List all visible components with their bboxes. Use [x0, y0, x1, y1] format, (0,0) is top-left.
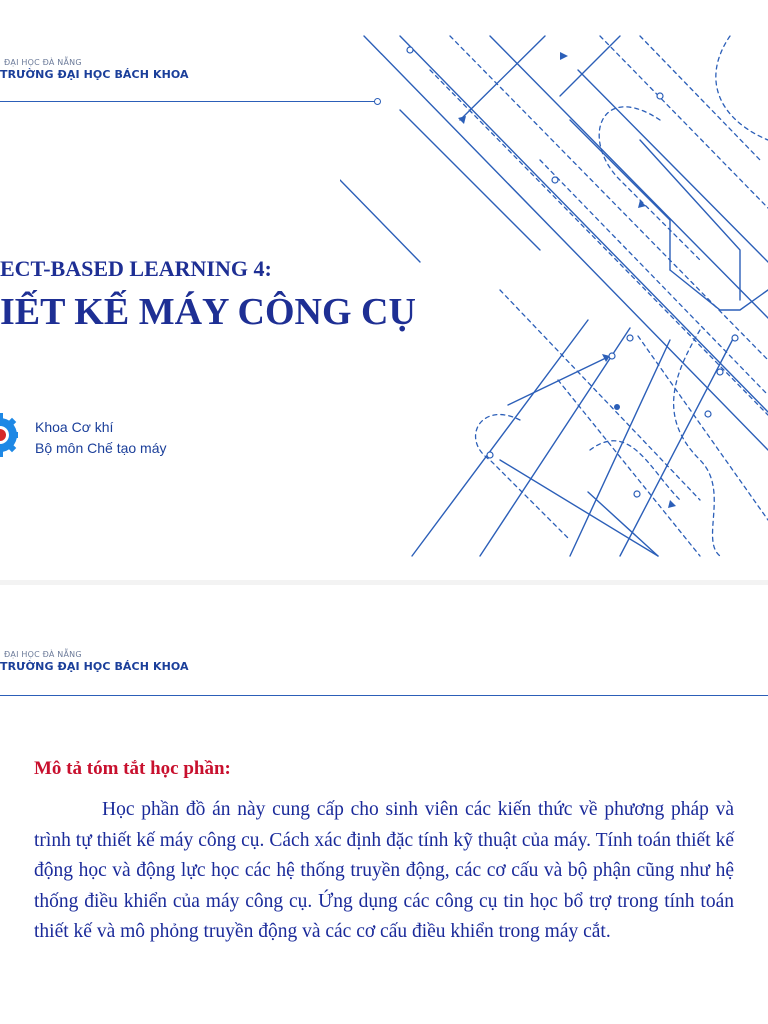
section-heading: Mô tả tóm tắt học phần:	[34, 758, 231, 779]
university-header	[0, 58, 189, 81]
header-rule	[0, 101, 376, 102]
course-subtitle: ECT-BASED LEARNING 4:	[0, 256, 272, 281]
description-slide	[0, 585, 768, 1024]
parent-organization: ĐẠI HỌC ĐÀ NẴNG	[4, 58, 82, 67]
university-name: TRƯỜNG ĐẠI HỌC BÁCH KHOA	[0, 660, 189, 673]
university-header	[0, 650, 189, 673]
gear-icon	[0, 405, 22, 465]
header-rule	[0, 695, 768, 696]
division-name: Bộ môn Chế tạo máy	[35, 440, 167, 456]
course-title: IẾT KẾ MÁY CÔNG CỤ	[0, 291, 416, 333]
faculty-name: Khoa Cơ khí	[35, 419, 114, 435]
section-body: Học phần đồ án này cung cấp cho sinh viên các kiến thức về phương pháp và trình tự thiết kế máy công cụ. Cách xác định đặc tính kỹ thuật của máy. Tính toán thiết kế động học và động lực học các hệ thống truyền động, các cơ cấu và bộ phận cũng như hệ thống điều khiển của máy công cụ. Ứng dụng các công cụ tin học bổ trợ trong tính toán thiết kế và mô phỏng truyền động và các cơ cấu điều khiển trong máy cắt.	[34, 799, 734, 942]
circuit-lines-decoration	[340, 0, 768, 580]
university-name: TRƯỜNG ĐẠI HỌC BÁCH KHOA	[0, 68, 189, 81]
parent-organization: ĐẠI HỌC ĐÀ NẴNG	[4, 650, 82, 659]
